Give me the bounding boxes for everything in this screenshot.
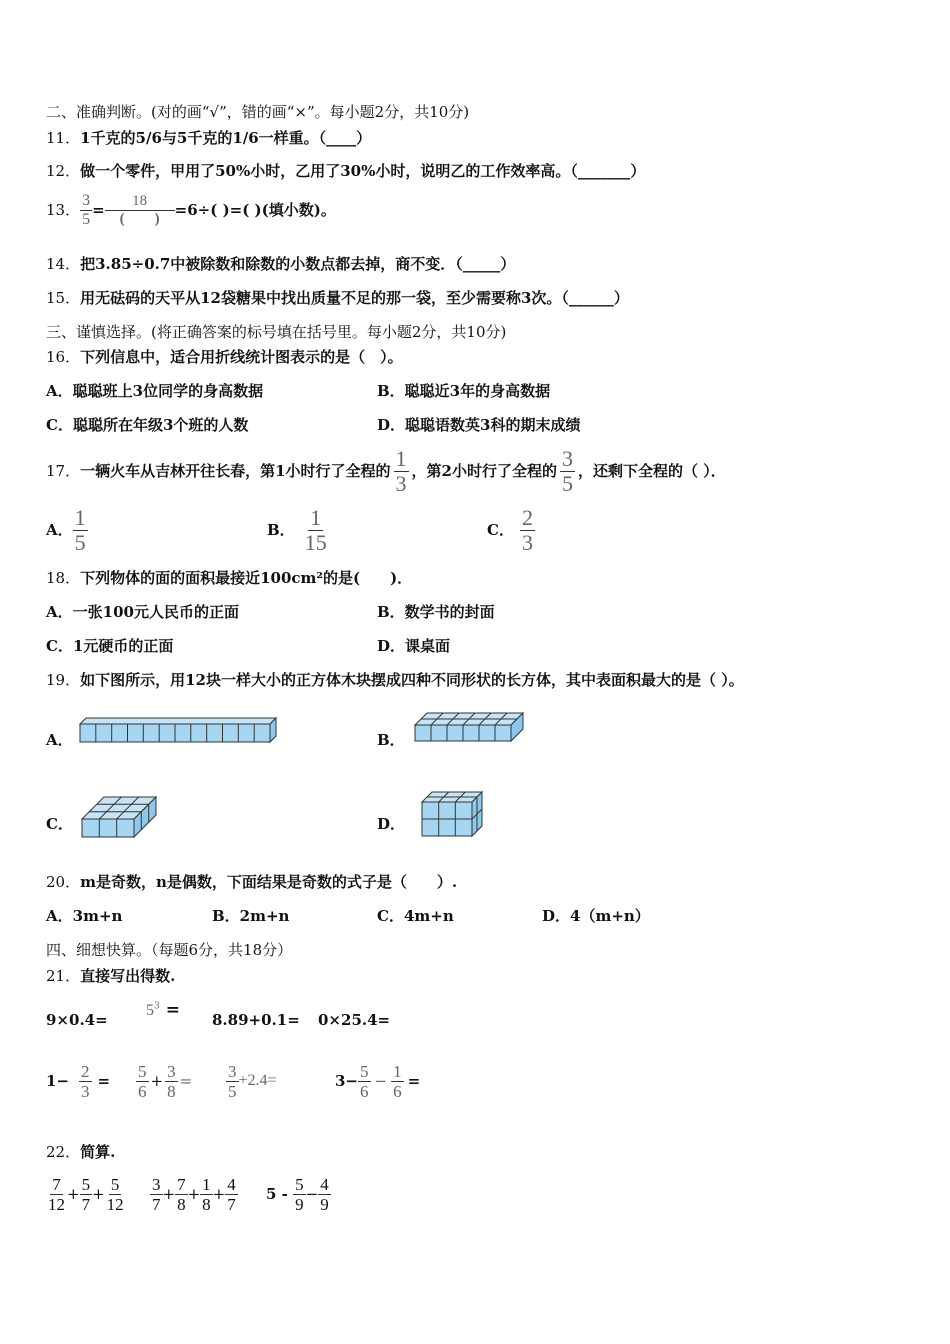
question-13: 13． $\frac{3}{5}$ = $\frac{18}{( )}$ =6÷( )=( )(填小数)。 (46, 191, 336, 228)
option-19a[interactable]: A． (46, 731, 73, 749)
expr-21-2: $5^3$ = (146, 1000, 180, 1020)
question-text: 1千克的5/6与5千克的1/6一样重。（____） (80, 129, 372, 147)
question-text: 简算. (80, 1143, 116, 1161)
question-number: 11． (46, 129, 81, 147)
question-text: 做一个零件，甲用了50%小时，乙用了30%小时，说明乙的工作效率高。（_______） (80, 162, 646, 180)
fraction: $\frac{7}{8}$ (177, 1174, 186, 1214)
question-19 (46, 670, 744, 690)
option-17b[interactable]: B． $\frac{1}{15}$ (267, 504, 327, 555)
question-text: 如下图所示，用12块一样大小的正方体木块摆成四种不同形状的长方体，其中表面积最大的是（ ）。 (80, 671, 744, 689)
section-3-title: 三、谨慎选择。(将正确答案的标号填在括号里。每小题2分，共10分) (46, 323, 507, 341)
question-17: 17． 一辆火车从吉林开往长春，第1小时行了全程的 $\frac{1}{3}$ ，第2小时行了全程的 $\frac{3}{5}$ ，还剩下全程的（ ）． (46, 445, 726, 496)
cube-block-4x3-image (80, 795, 160, 839)
question-text: m是奇数，n是偶数，下面结果是奇数的式子是（ ）. (80, 873, 458, 891)
section-4-title: 四、细想快算。（每题6分，共18分） (46, 941, 293, 959)
fraction: $\frac{2}{3}$ (81, 1061, 90, 1101)
question-16 (46, 347, 403, 367)
question-number: 17． (46, 462, 81, 480)
option-16d[interactable]: D．聪聪语数英3科的期末成绩 (377, 416, 581, 434)
expr-21-5: 1− $\frac{2}{3}$ = (46, 1061, 111, 1101)
expr-21-7: $\frac{3}{5}$ +2.4= (228, 1061, 277, 1101)
option-20b[interactable]: B．2m+n (212, 907, 290, 925)
fraction: $\frac{3}{5}$ (562, 445, 573, 496)
fraction: $\frac{5}{12}$ (106, 1174, 124, 1214)
option-18a[interactable]: A．一张100元人民币的正面 (46, 603, 239, 621)
fraction: $\frac{18}{( )}$ (105, 194, 175, 227)
fraction: $\frac{1}{15}$ (304, 504, 327, 555)
question-number: 12． (46, 162, 81, 180)
expr-21-6: $\frac{5}{6}$ + $\frac{3}{8}$ = (138, 1061, 193, 1101)
question-number: 13． (46, 201, 81, 219)
fraction: $\frac{3}{5}$ (228, 1061, 237, 1101)
option-18c[interactable]: C．1元硬币的正面 (46, 637, 174, 655)
option-17c[interactable]: C． $\frac{2}{3}$ (487, 504, 533, 555)
fraction: $\frac{3}{5}$ (82, 191, 91, 228)
option-19b[interactable]: B． (377, 731, 405, 749)
expr-21-8: 3− $\frac{5}{6}$ − $\frac{1}{6}$ = (335, 1061, 421, 1101)
question-number: 18． (46, 569, 81, 587)
question-text: 下列信息中，适合用折线统计图表示的是（ ）。 (80, 348, 403, 366)
option-20c[interactable]: C．4m+n (377, 907, 454, 925)
fraction: $\frac{1}{8}$ (202, 1174, 211, 1214)
option-17a[interactable]: A． $\frac{1}{5}$ (46, 504, 86, 555)
option-20d[interactable]: D．4（m+n） (542, 907, 650, 925)
question-number: 20． (46, 873, 81, 891)
fraction: $\frac{7}{12}$ (48, 1174, 65, 1214)
fraction: $\frac{1}{5}$ (74, 504, 86, 555)
question-number: 21． (46, 967, 81, 985)
question-21 (46, 966, 175, 986)
fraction: $\frac{3}{8}$ (167, 1061, 176, 1101)
question-number: 14． (46, 255, 81, 273)
question-number: 15． (46, 289, 81, 307)
question-14 (46, 254, 515, 274)
option-18b[interactable]: B．数学书的封面 (377, 603, 495, 621)
option-18d[interactable]: D．课桌面 (377, 637, 451, 655)
option-16a[interactable]: A．聪聪班上3位同学的身高数据 (46, 382, 264, 400)
question-text: 把3.85÷0.7中被除数和除数的小数点都去掉，商不变．（_____） (80, 255, 516, 273)
question-18 (46, 568, 412, 588)
expr-21-4: 0×25.4= (318, 1011, 391, 1029)
fraction: $\frac{5}{9}$ (295, 1174, 304, 1214)
question-12 (46, 161, 645, 181)
question-text: 下列物体的面的面积最接近100cm²的是( )． (80, 569, 413, 587)
section-2-title: 二、准确判断。(对的画“√”，错的画“×”。每小题2分，共10分) (46, 103, 470, 121)
fraction: $\frac{5}{6}$ (138, 1061, 147, 1101)
fraction: $\frac{1}{6}$ (393, 1061, 402, 1101)
expr-22-a: $\frac{7}{12}$ + $\frac{5}{7}$ + $\frac{5}{12}$ (48, 1174, 124, 1214)
cube-block-3x2x2-image (420, 790, 486, 838)
option-19d[interactable]: D． (377, 815, 406, 833)
fraction: $\frac{5}{7}$ (81, 1174, 91, 1214)
fraction: $\frac{5}{6}$ (360, 1061, 369, 1101)
question-22 (46, 1142, 115, 1162)
question-text: 直接写出得数. (80, 967, 176, 985)
question-15 (46, 288, 629, 308)
expr-21-1: 9×0.4= (46, 1011, 108, 1029)
question-text: 用无砝码的天平从12袋糖果中找出质量不足的那一袋，至少需要称3次。（______） (80, 289, 629, 307)
option-20a[interactable]: A．3m+n (46, 907, 123, 925)
option-19c[interactable]: C． (46, 815, 73, 833)
question-number: 16． (46, 348, 81, 366)
cube-block-6x2-image (413, 711, 527, 745)
cube-row-12x1-image (78, 716, 278, 744)
expr-21-3: 8.89+0.1= (212, 1011, 300, 1029)
question-11 (46, 128, 371, 148)
fraction: $\frac{2}{3}$ (521, 504, 533, 555)
fraction: $\frac{4}{9}$ (320, 1174, 329, 1214)
fraction: $\frac{3}{7}$ (152, 1174, 161, 1214)
question-20 (46, 872, 457, 892)
expr-22-c: 5 - $\frac{5}{9}$ − $\frac{4}{9}$ (266, 1174, 329, 1214)
question-number: 22． (46, 1143, 81, 1161)
expr-22-b: $\frac{3}{7}$ + $\frac{7}{8}$ + $\frac{1}{8}$ + $\frac{4}{7}$ (152, 1174, 236, 1214)
fraction: $\frac{4}{7}$ (227, 1174, 236, 1214)
fraction: $\frac{1}{3}$ (395, 445, 407, 496)
question-number: 19． (46, 671, 81, 689)
option-16b[interactable]: B．聪聪近3年的身高数据 (377, 382, 551, 400)
option-16c[interactable]: C．聪聪所在年级3个班的人数 (46, 416, 249, 434)
